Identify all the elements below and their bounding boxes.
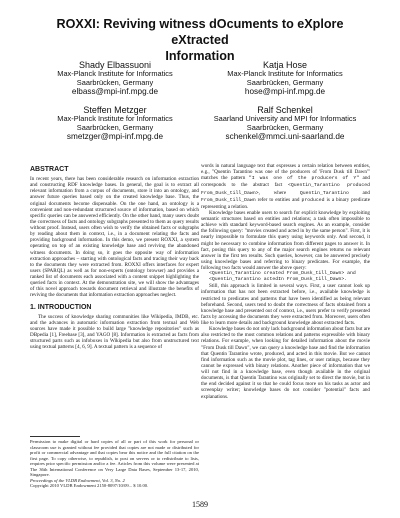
author-block-4 xyxy=(200,105,370,142)
author-email[interactable]: hose@mpi-inf.mpg.de xyxy=(244,87,326,97)
copyright-footnote xyxy=(30,436,199,489)
text-run: refer to entities and xyxy=(255,196,302,203)
footnote-proceedings: Proceedings of the VLDB Endowment, Vol. 3, No. 2 xyxy=(30,477,125,483)
fact-code-line: <Quentin_Tarantino actedIn From_Dusk_till_Dawn>. xyxy=(209,277,348,283)
left-column xyxy=(30,163,199,350)
abstract-text: In recent years, there has been considerable research on information extraction and constructing RDF knowledge bases. In general, the goal is to extract all relevant information from a corpus of documents, store it into an ontology, and answer future queries based only on the created knowledge base. Thus, the original documents become dispensable. On the one hand, an ontology is a convenient and non-redundant structured source of information, based on which specific queries can be answered efficiently. On the other hand, many users doubt the correctness of facts and ontology subgraphs presented to them as query results without proof. Instead, users often wish to verify the obtained facts or subgraphs by reading about them in context, i.e., in a document relating the facts and providing background information. In this demo, we present ROXXI, a system operating on top of an existing knowledge base and reviving the abandoned witness documents. In doing so, it goes the opposite way of information extraction approaches – starting with ontological facts and tracing their way back to the documents they were extracted from. ROXXI offers interfaces for expert users (SPARQL) as well as for non-experts (ontology browser) and provides a ranked list of documents each associated with a content snippet highlighting the queried facts in context. At the demonstration site, we will show the advantages of this novel approach towards document retrieval and illustrate the benefits of reviving the documents that information extraction approaches neglect. xyxy=(30,176,199,299)
text-run: and xyxy=(348,189,370,196)
page-number: 1589 xyxy=(192,500,208,509)
introduction-text: The success of knowledge sharing communities like Wikipedia, IMDB, etc. and the advances in automatic information extraction from textual and Web sources have made it possible to build large "knowledge repositories" such as DBpedia [1], Freebase [3], and YAGO [8]. Information is extracted as facts from structured parts such as infoboxes in Wikipedia but also from unstructured text using textual patterns [4, 6, 9]. A textual pattern is a sequence of xyxy=(30,313,199,351)
author-affiliation: Saarland University and MPI for Informatics xyxy=(213,114,357,123)
limitations-paragraph: Still, this approach is limited in several ways. First, a user cannot look up information that has not been extracted before, i.e., available knowledge is restricted to predicates and patterns that have been identified as being relevant beforehand. Second, users tend to doubt the correctness of facts obtained from a knowledge base and presented out of context, i.e., users prefer to verify presented facts by accessing the documents they were extracted from. Moreover, users often like to learn more details and background knowledge about extracted facts. xyxy=(201,283,370,327)
author-block-2 xyxy=(200,60,370,97)
text-run: words in natural language text that expresses a certain relation between entities, e.g., "Quentin Tarantino was one of the producers of 'From Dusk till Dawn'" matches the pattern xyxy=(201,163,370,182)
author-city: Saarbrücken, Germany xyxy=(246,77,324,87)
right-column xyxy=(201,163,370,400)
text-run: is a binary predicate representing a relation. xyxy=(201,196,370,210)
footnote-permission: Permission to make digital or hard copies of all or part of this work for personal or classroom use is granted without fee provided that copies are not made or distributed for profit or commercial advantage and that copies bear this notice and the full citation on the first page. To copy otherwise, to republish, to post on servers or to redistribute to lists, requires prior specific permission and/or a fee. Articles from this volume were presented at The 36th International Conference on Very Large Data Bases, September 13-17, 2010, Singapore. xyxy=(30,439,199,477)
author-email[interactable]: smetzger@mpi-inf.mpg.de xyxy=(66,132,164,142)
author-affiliation: Max-Planck Institute for Informatics xyxy=(57,114,173,123)
footnote-rule xyxy=(30,436,80,437)
paper-title xyxy=(30,16,370,64)
author-affiliation: Max-Planck Institute for Informatics xyxy=(227,69,343,78)
text-run: and corresponds to the abstract fact xyxy=(201,175,370,189)
predicate-code: produced xyxy=(301,197,325,203)
author-city: Saarbrücken, Germany xyxy=(76,77,154,87)
abstract-heading: ABSTRACT xyxy=(30,166,69,173)
author-name: Ralf Schenkel xyxy=(257,105,313,115)
background-paragraph: Knowledge bases do not only lack background information about facts but are also restricted to the most common relations and patterns expressible with binary relations. For example, when looking for detailed information about the movie "From Dusk till Dawn", we can query a knowledge base and find the information that Quentin Tarantino wrote, produced, and acted in this movie. But we cannot find information such as the movie plot, tag lines, or user ratings, because they cannot be expressed with binary relations. Another piece of information that we will not find in a knowledge base, even though available in the original documents, is that Quentin Tarantino was originally set to direct the movie, but in the end decided against it so that he could focus more on his tasks as actor and screenplay writer; knowledge bases do not consider "potential" facts and explanations. xyxy=(201,326,370,400)
author-name: Steffen Metzger xyxy=(83,105,147,115)
author-email[interactable]: schenkel@mmci.uni-saarland.de xyxy=(225,132,345,142)
author-block-3 xyxy=(30,105,200,142)
entity-code: Quentin_Tarantino xyxy=(299,190,349,196)
author-name: Shady Elbassuoni xyxy=(78,60,152,70)
author-email[interactable]: elbass@mpi-inf.mpg.de xyxy=(71,87,159,97)
author-name: Katja Hose xyxy=(262,60,308,70)
text-run: , where xyxy=(258,189,300,196)
author-city: Saarbrücken, Germany xyxy=(76,122,154,132)
title-line-2: Information xyxy=(165,49,235,63)
pattern-code: "I was one of the producers of Y" xyxy=(248,176,360,182)
pattern-paragraph xyxy=(201,163,370,210)
footnote-copyright: Copyright 2010 VLDB Endowment 2150-8097/10/09... $ 10.00. xyxy=(30,483,149,488)
fact-code-line: <Quentin_Tarantino created From_Dusk_till_Dawn> and xyxy=(209,271,356,277)
author-block-1 xyxy=(30,60,200,97)
entity-code: From_Dusk_till_Dawn xyxy=(201,197,256,203)
introduction-heading: 1. INTRODUCTION xyxy=(30,303,92,311)
author-affiliation: Max-Planck Institute for Informatics xyxy=(57,69,173,78)
fact-code: <Quentin_Tarantino produced From_Dusk_till_Dawn> xyxy=(201,183,370,196)
text-run: Knowledge bases enable users to search for explicit knowledge by exploiting semantic structures based on entities and relations; a task often impossible to achieve with standard keyword-based search engines. As an example, consider the following query: "movies created and acted in by the same person". First, it is nearly impossible to formulate this query using keywords only. And second, it might be necessary to combine information from different pages to answer it. In fact, posing this query to any of the major search engines returns no relevant answer in the first ten results. Such queries, however, can be answered precisely using knowledge bases and referring to binary predicates. For example, the following two facts would answer the above query: xyxy=(201,209,370,271)
title-line-1: ROXXI: Reviving witness dOcuments to eXplore eXtracted xyxy=(56,17,344,47)
knowledge-bases-paragraph xyxy=(201,210,370,283)
author-city: Saarbrücken, Germany xyxy=(246,122,324,132)
